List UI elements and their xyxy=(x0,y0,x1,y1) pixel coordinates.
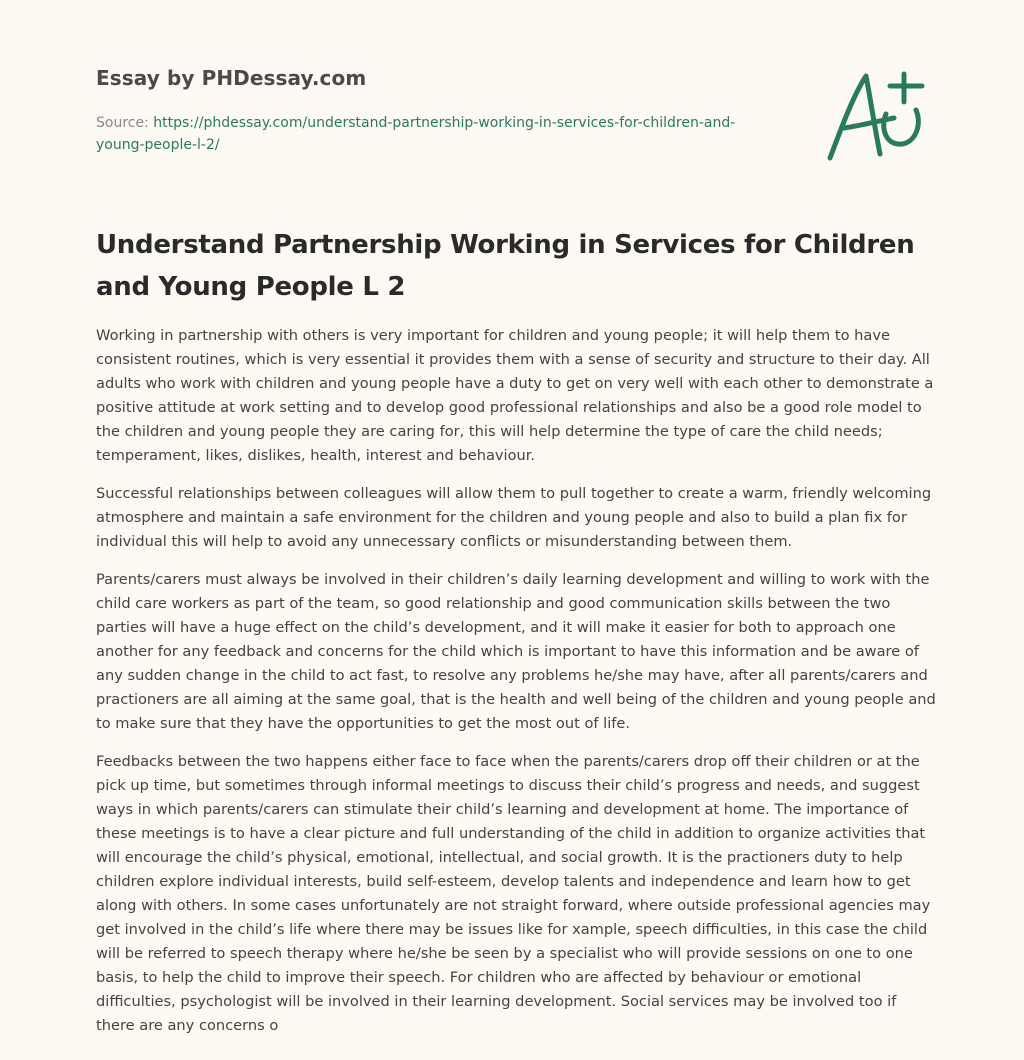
source-label: Source: xyxy=(96,115,154,131)
a-plus-logo-icon xyxy=(824,66,928,166)
paragraph: Working in partnership with others is very important for children and young people; it will help them to have consistent routines, which is very essential it provides them with a sense of security and structure to their day. All adults who work with children and young people have a duty to get on very well with each other to demonstrate a positive attitude at work setting and to develop good professional relationships and also be a good role model to the children and young people they are caring for, this will help determine the type of care the child needs; temperament, likes, dislikes, health, interest and behaviour. xyxy=(96,327,934,464)
source-link[interactable]: https://phdessay.com/understand-partnership-working-in-services-for-children-and-young-people-l-2/ xyxy=(96,115,736,153)
paragraph: Feedbacks between the two happens either face to face when the parents/carers drop off their children or at the pick up time, but sometimes through informal meetings to discuss their child’s progress and needs, and suggest ways in which parents/carers can stimulate their child’s learning and development at home. The importance of these meetings is to have a clear picture and full understanding of the child in addition to organize activities that will encourage the child’s physical, emotional, intellectual, and social growth. It is the practioners duty to help children explore individual interests, build self-esteem, develop talents and independence and learn how to get along with others. In some cases unfortunately are not straight forward, where outside professional agencies may get involved in the child’s life where there may be issues like for xample, speech difficulties, in this case the child will be referred to speech therapy where he/she be seen by a specialist who will provide sessions on one to one basis, to help the child to improve their speech. For children who are affected by behaviour or emotional difficulties, psychologist will be involved in their learning development. Social services may be involved too if there are any concerns o xyxy=(96,753,931,1034)
paragraph: Parents/carers must always be involved in their children’s daily learning development and willing to work with the child care workers as part of the team, so good relationship and good communication skills between the two parties will have a huge effect on the child’s development, and it will make it easier for both to approach one another for any feedback and concerns for the child which is important to have this information and be aware of any sudden change in the child to act fast, to resolve any problems he/she may have, after all parents/carers and practioners are all aiming at the same goal, that is the health and well being of the children and young people and to make sure that they have the opportunities to get the most out of life. xyxy=(96,571,936,732)
source-line xyxy=(96,112,776,156)
site-title: Essay by PHDessay.com xyxy=(96,66,367,90)
paragraph: Successful relationships between colleagues will allow them to pull together to create a warm, friendly welcoming atmosphere and maintain a safe environment for the children and young people and also to build a plan fix for individual this will help to avoid any unnecessary conflicts or misunderstanding between them. xyxy=(96,485,932,550)
document-title: Understand Partnership Working in Services for Children and Young People L 2 xyxy=(96,230,915,302)
document-body xyxy=(96,324,936,1052)
